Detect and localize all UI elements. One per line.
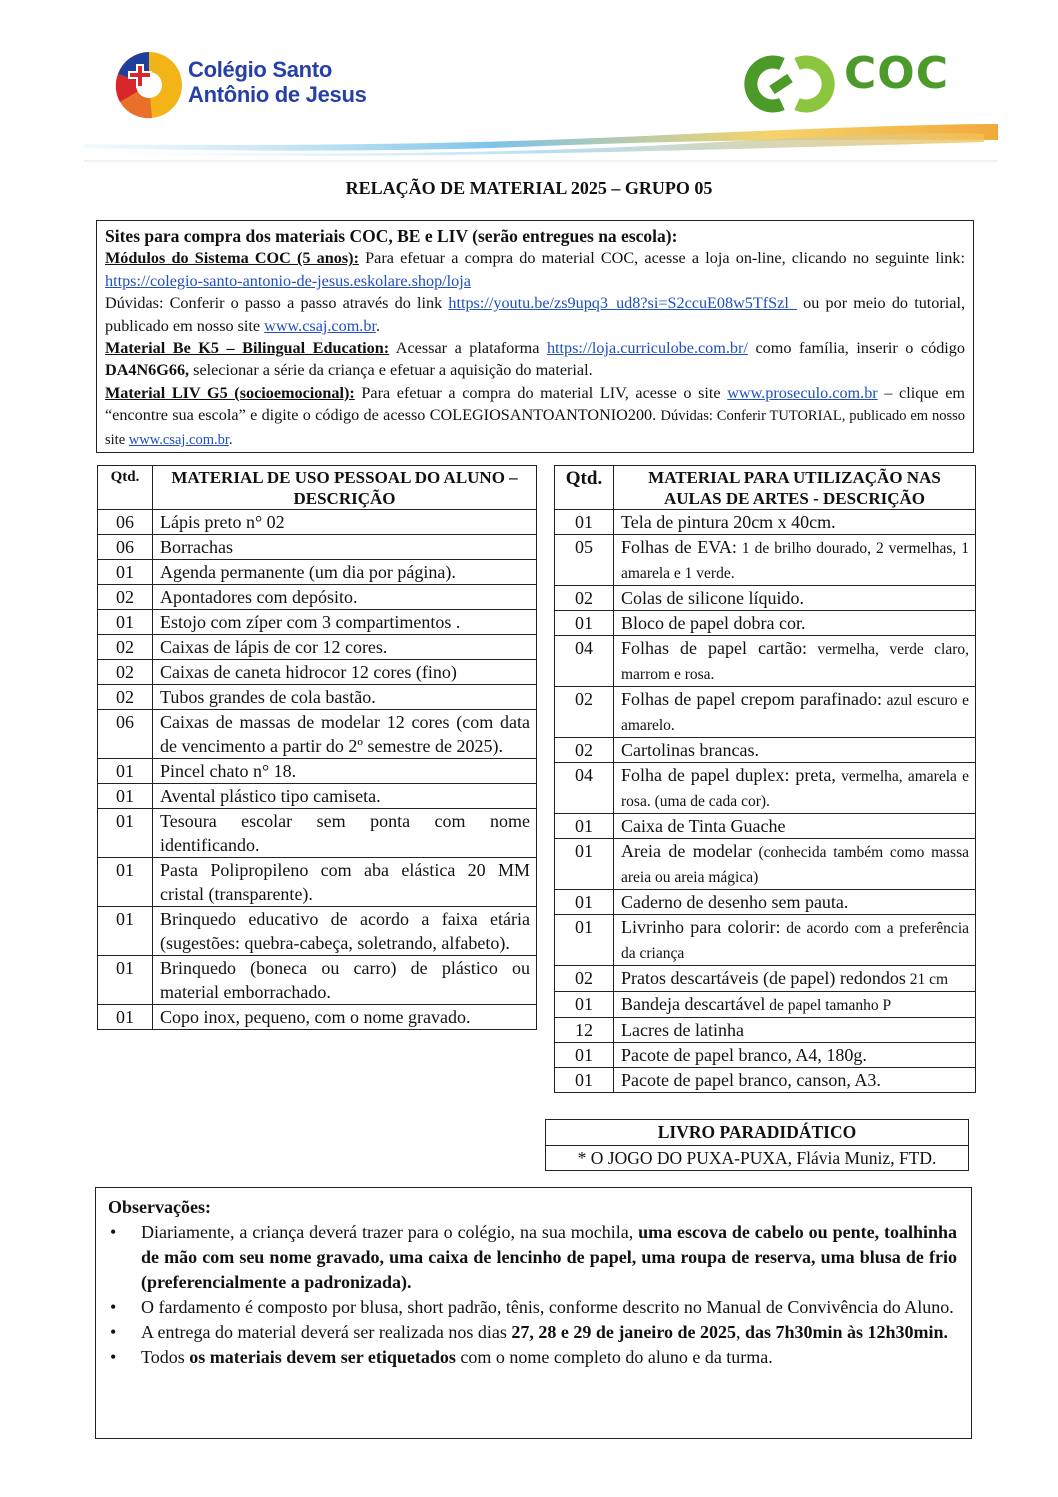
table-row — [555, 915, 976, 966]
qty-header: Qtd. — [98, 466, 153, 510]
qty-cell: 02 — [98, 660, 153, 685]
list-item — [108, 1220, 957, 1295]
description-main: Folhas de papel cartão: — [621, 638, 807, 658]
description-main: Pacote de papel branco, canson, A3. — [621, 1070, 881, 1090]
qty-cell: 12 — [555, 1018, 614, 1043]
school-name-line2: Antônio de Jesus — [188, 82, 367, 107]
description-main: Colas de silicone líquido. — [621, 588, 804, 608]
description-cell — [614, 611, 976, 636]
table-row — [98, 560, 537, 585]
table-row — [555, 510, 976, 535]
proseculo-link[interactable]: www.proseculo.com.br — [727, 383, 878, 402]
description-cell — [614, 1043, 976, 1068]
qty-cell: 02 — [555, 738, 614, 763]
description-detail: (conhecida também como massa areia ou areia mágica) — [621, 844, 970, 886]
description-cell: Caixas de lápis de cor 12 cores. — [153, 635, 537, 660]
observation-text: Diariamente, a criança deverá trazer para o colégio, na sua mochila, — [141, 1222, 639, 1242]
be-store-link[interactable]: https://loja.curriculobe.com.br/ — [546, 339, 748, 358]
table-row — [555, 839, 976, 890]
document-title: RELAÇÃO DE MATERIAL 2025 – GRUPO 05 — [345, 178, 713, 198]
table-row — [98, 759, 537, 784]
qty-cell: 01 — [555, 510, 614, 535]
observation-text: A entrega do material deverá ser realizada nos dias — [141, 1322, 512, 1342]
observation-text: O fardamento é composto por blusa, short padrão, tênis, conforme descrito no Manual de Convivência do Aluno. — [141, 1297, 954, 1317]
liv-label: Material LIV G5 (socioemocional): — [105, 383, 355, 402]
doubts-text: Dúvidas: Conferir o passo a passo através do link — [105, 294, 449, 313]
qty-cell: 02 — [98, 685, 153, 710]
description-cell — [614, 814, 976, 839]
description-cell: Apontadores com depósito. — [153, 585, 537, 610]
observation-bold: das 7h30min às 12h30min. — [744, 1322, 949, 1342]
table-row — [98, 956, 537, 1005]
description-cell: Agenda permanente (um dia por página). — [153, 560, 537, 585]
list-item — [108, 1320, 957, 1345]
book-item: * O JOGO DO PUXA-PUXA, Flávia Muniz, FTD. — [577, 1148, 937, 1168]
doubts-text-2: ou por meio do tutorial, publicado em nosso site — [105, 294, 966, 335]
description-main: Areia de modelar — [621, 841, 752, 861]
description-cell: Copo inox, pequeno, com o nome gravado. — [153, 1005, 537, 1030]
be-text: Acessar a plataforma — [389, 339, 547, 358]
description-cell: Caixas de caneta hidrocor 12 cores (fino) — [153, 660, 537, 685]
header-swoosh-decoration — [84, 118, 998, 163]
description-main: Folhas de EVA: — [621, 537, 737, 557]
coc-label: Módulos do Sistema COC (5 anos): — [105, 249, 359, 268]
qty-cell: 01 — [555, 611, 614, 636]
description-cell: Brinquedo (boneca ou carro) de plástico ou material emborrachado. — [153, 956, 537, 1005]
be-text-3: selecionar a série da criança e efetuar a aquisição do material. — [189, 361, 593, 380]
description-cell — [614, 1068, 976, 1093]
description-cell — [614, 992, 976, 1018]
observations-list — [108, 1220, 957, 1370]
be-code: DA4N6G66, — [105, 361, 190, 380]
description-cell: Tubos grandes de cola bastão. — [153, 685, 537, 710]
personal-material-table — [97, 465, 537, 1030]
qty-cell: 01 — [555, 992, 614, 1018]
description-cell — [614, 586, 976, 611]
sites-heading: Sites para compra dos materiais COC, BE e LIV (serão entregues na escola): — [105, 226, 678, 246]
table-row — [98, 784, 537, 809]
table-row — [98, 685, 537, 710]
table-row — [555, 611, 976, 636]
coc-store-link[interactable]: https://colegio-santo-antonio-de-jesus.eskolare.shop/loja — [105, 271, 471, 290]
table-row — [98, 1005, 537, 1030]
description-cell: Tesoura escolar sem ponta com nome identificando. — [153, 809, 537, 858]
qty-header: Qtd. — [555, 466, 614, 510]
observation-bold: uma escova de cabelo ou pente, toalhinha de mão com seu nome gravado, uma caixa de lencinho de papel, uma roupa de reserva, uma blusa de frio (preferencialmente a padronizada). — [141, 1222, 958, 1292]
description-detail: 21 cm — [905, 971, 949, 988]
school-emblem-icon — [114, 50, 184, 120]
table-row — [555, 763, 976, 814]
description-main: Lacres de latinha — [621, 1020, 744, 1040]
book-box-title: LIVRO PARADIDÁTICO — [546, 1120, 968, 1146]
period: . — [228, 431, 233, 448]
table-row — [98, 858, 537, 907]
personal-material-rows — [98, 510, 537, 1030]
qty-cell: 01 — [98, 560, 153, 585]
table-row — [98, 809, 537, 858]
qty-cell: 01 — [98, 809, 153, 858]
be-paragraph — [105, 337, 965, 382]
qty-cell: 02 — [98, 635, 153, 660]
qty-cell: 06 — [98, 510, 153, 535]
table-row — [555, 814, 976, 839]
description-cell: Pasta Polipropileno com aba elástica 20 MM cristal (transparente). — [153, 858, 537, 907]
table-row — [98, 907, 537, 956]
observations-box — [95, 1187, 972, 1439]
period: . — [375, 316, 380, 335]
qty-cell: 06 — [98, 535, 153, 560]
qty-cell: 01 — [555, 915, 614, 966]
description-cell: Lápis preto n° 02 — [153, 510, 537, 535]
school-name-line1: Colégio Santo — [188, 57, 332, 82]
description-detail: de acordo com a preferência da criança — [621, 920, 969, 962]
description-main: Pratos descartáveis (de papel) redondos — [621, 968, 906, 988]
description-cell — [614, 763, 976, 814]
qty-cell: 05 — [555, 535, 614, 586]
qty-cell: 01 — [98, 956, 153, 1005]
qty-cell: 01 — [555, 1068, 614, 1093]
table-header-row — [555, 466, 976, 510]
description-cell — [614, 510, 976, 535]
table-row — [555, 586, 976, 611]
description-detail: de papel tamanho P — [765, 997, 892, 1014]
description-cell — [614, 915, 976, 966]
qty-cell: 02 — [555, 966, 614, 992]
description-cell: Estojo com zíper com 3 compartimentos . — [153, 610, 537, 635]
description-cell: Caixas de massas de modelar 12 cores (com data de vencimento a partir do 2º semestre de 2025). — [153, 710, 537, 759]
coc-text: Para efetuar a compra do material COC, acesse a loja on-line, clicando no seguinte link: — [358, 249, 965, 268]
table-row — [555, 535, 976, 586]
table-row — [555, 1018, 976, 1043]
qty-cell: 01 — [98, 1005, 153, 1030]
qty-cell: 01 — [98, 858, 153, 907]
coc-logo — [742, 48, 962, 118]
qty-cell: 06 — [98, 710, 153, 759]
doubts-paragraph — [105, 292, 965, 337]
table-row — [555, 890, 976, 915]
liv-paragraph — [105, 382, 965, 451]
qty-cell: 02 — [98, 585, 153, 610]
table-header-row — [98, 466, 537, 510]
table-row — [555, 687, 976, 738]
qty-cell: 04 — [555, 763, 614, 814]
table-row — [98, 710, 537, 759]
description-main: Caderno de desenho sem pauta. — [621, 892, 849, 912]
description-cell — [614, 738, 976, 763]
observation-text: com o nome completo do aluno e da turma. — [455, 1347, 773, 1367]
description-main: Folhas de papel crepom parafinado: — [621, 689, 882, 709]
description-detail: azul escuro e amarelo. — [621, 692, 970, 734]
school-name — [188, 57, 367, 107]
qty-cell: 01 — [98, 610, 153, 635]
description-cell — [614, 535, 976, 586]
list-item — [108, 1295, 957, 1320]
table-row — [98, 510, 537, 535]
table-row — [98, 610, 537, 635]
qty-cell: 01 — [555, 1043, 614, 1068]
qty-cell: 02 — [555, 586, 614, 611]
description-cell — [614, 966, 976, 992]
description-detail: vermelha, verde claro, marrom e rosa. — [621, 641, 969, 683]
qty-cell: 01 — [98, 784, 153, 809]
coc-paragraph — [105, 247, 965, 292]
liv-text-2: – clique em “encontre sua escola” e digite o código de acesso COLEGIOSANTOANTONIO200. — [105, 383, 966, 425]
observation-text: Todos — [141, 1347, 190, 1367]
art-material-rows — [555, 510, 976, 1093]
description-cell — [614, 636, 976, 687]
school-site-link[interactable]: www.csaj.com.br — [264, 316, 376, 335]
purchase-sites-box — [96, 220, 974, 453]
description-main: Livrinho para colorir: — [621, 917, 781, 937]
table-row — [555, 992, 976, 1018]
observation-text: , — [735, 1322, 745, 1342]
description-header: MATERIAL PARA UTILIZAÇÃO NAS AULAS DE ARTES - DESCRIÇÃO — [614, 466, 976, 510]
observation-bold: os materiais devem ser etiquetados — [189, 1347, 456, 1367]
coc-mark-icon — [742, 52, 837, 116]
paradidactic-book-box — [545, 1119, 969, 1171]
description-main: Pacote de papel branco, A4, 180g. — [621, 1045, 867, 1065]
description-main: Caixa de Tinta Guache — [621, 816, 786, 836]
observations-title: Observações: — [108, 1197, 211, 1217]
description-cell: Borrachas — [153, 535, 537, 560]
description-cell — [614, 1018, 976, 1043]
table-row — [555, 1068, 976, 1093]
liv-doubts: Dúvidas: Conferir TUTORIAL, publicado em nosso site — [105, 408, 965, 448]
table-row — [98, 535, 537, 560]
description-cell: Avental plástico tipo camiseta. — [153, 784, 537, 809]
description-cell — [614, 687, 976, 738]
liv-text: Para efetuar a compra do material LIV, acesse o site — [354, 383, 728, 402]
description-main: Bandeja descartável — [621, 994, 766, 1014]
description-main: Bloco de papel dobra cor. — [621, 613, 806, 633]
table-row — [98, 635, 537, 660]
qty-cell: 01 — [555, 839, 614, 890]
description-main: Tela de pintura 20cm x 40cm. — [621, 512, 836, 532]
description-cell — [614, 890, 976, 915]
qty-cell: 01 — [98, 759, 153, 784]
description-cell: Pincel chato n° 18. — [153, 759, 537, 784]
table-row — [555, 738, 976, 763]
qty-cell: 04 — [555, 636, 614, 687]
description-main: Folha de papel duplex: preta, — [621, 765, 836, 785]
observation-bold: 27, 28 e 29 de janeiro de 2025 — [511, 1322, 736, 1342]
be-label: Material Be K5 – Bilingual Education: — [105, 339, 390, 358]
description-detail: 1 de brilho dourado, 2 vermelhas, 1 amarela e 1 verde. — [621, 540, 969, 582]
list-item — [108, 1345, 957, 1370]
table-row — [555, 1043, 976, 1068]
description-cell — [614, 839, 976, 890]
be-text-2: como família, inserir o código — [747, 339, 965, 358]
liv-school-site-link[interactable]: www.csaj.com.br — [128, 431, 229, 448]
qty-cell: 02 — [555, 687, 614, 738]
table-row — [98, 585, 537, 610]
description-header: MATERIAL DE USO PESSOAL DO ALUNO – DESCRIÇÃO — [153, 466, 537, 510]
description-main: Cartolinas brancas. — [621, 740, 759, 760]
art-material-table — [554, 465, 976, 1093]
youtube-tutorial-link[interactable]: https://youtu.be/zs9upq3_ud8?si=S2ccuE08w5TfSzl_ — [448, 294, 797, 313]
description-detail: vermelha, amarela e rosa. (uma de cada cor). — [621, 768, 970, 810]
qty-cell: 01 — [555, 890, 614, 915]
table-row — [555, 636, 976, 687]
qty-cell: 01 — [555, 814, 614, 839]
page-header — [0, 0, 1058, 165]
qty-cell: 01 — [98, 907, 153, 956]
description-cell: Brinquedo educativo de acordo a faixa etária (sugestões: quebra-cabeça, soletrando, alfabeto). — [153, 907, 537, 956]
coc-wordmark: COC — [844, 48, 949, 99]
school-logo — [114, 50, 444, 125]
table-row — [98, 660, 537, 685]
table-row — [555, 966, 976, 992]
